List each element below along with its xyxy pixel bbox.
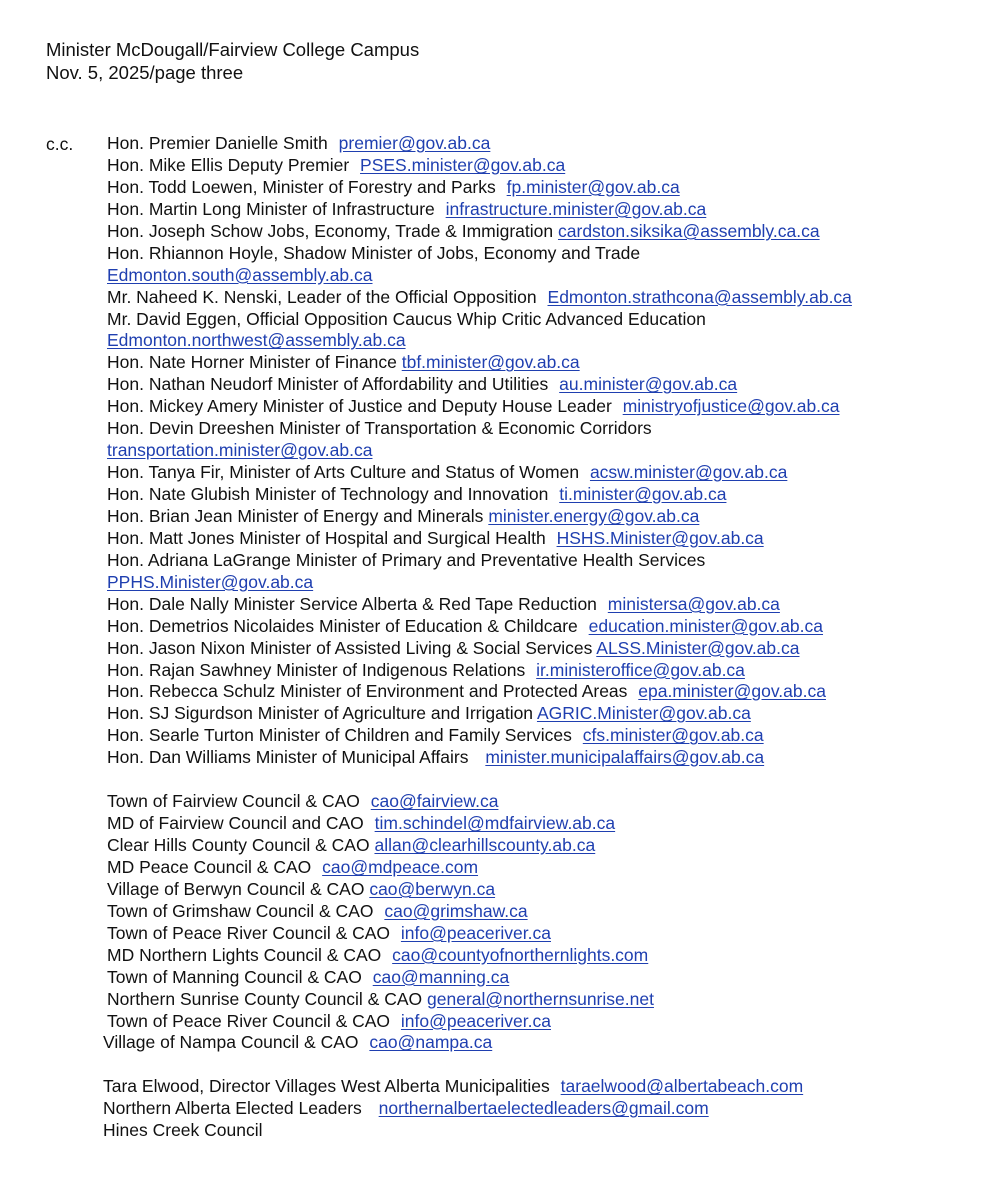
recipient-name: Hon. Rebecca Schulz Minister of Environment and Protected Areas [107, 681, 628, 702]
email-link[interactable]: minister.energy@gov.ab.ca [488, 505, 700, 526]
council-line [103, 1032, 987, 1054]
email-link[interactable]: ALSS.Minister@gov.ab.ca [596, 637, 800, 658]
recipient-name: Hon. Searle Turton Minister of Children and Family Services [107, 725, 572, 746]
email-link[interactable]: cao@nampa.ca [369, 1032, 493, 1053]
council-line [107, 1011, 987, 1033]
council-line [107, 967, 987, 989]
email-link[interactable]: info@peaceriver.ca [400, 1010, 551, 1031]
council-line [107, 835, 987, 857]
email-link[interactable]: cao@berwyn.ca [369, 878, 496, 899]
email-link[interactable]: ti.minister@gov.ab.ca [559, 484, 727, 504]
header-date-page: Nov. 5, 2025/page three [46, 62, 244, 83]
recipient-line [107, 155, 987, 177]
email-link[interactable]: cardston.siksika@assembly.ca.ca [558, 220, 820, 241]
council-name: Town of Manning Council & CAO [107, 966, 362, 987]
recipient-name: Hon. Mike Ellis Deputy Premier [107, 154, 350, 175]
email-link[interactable]: cfs.minister@gov.ab.ca [582, 725, 764, 746]
council-line [107, 989, 987, 1011]
email-link[interactable]: epa.minister@gov.ab.ca [638, 681, 826, 702]
email-link[interactable]: ir.ministeroffice@gov.ab.ca [536, 659, 745, 680]
email-link[interactable]: ministryofjustice@gov.ab.ca [622, 396, 840, 417]
council-name: Clear Hills County Council & CAO [107, 835, 370, 855]
email-link[interactable]: PPHS.Minister@gov.ab.ca [107, 571, 314, 592]
email-link[interactable]: PSES.minister@gov.ab.ca [360, 154, 566, 175]
recipient-name: Hon. Todd Loewen, Minister of Forestry and Parks [107, 176, 496, 197]
recipient-email-line [107, 265, 987, 287]
email-link[interactable]: info@peaceriver.ca [400, 922, 551, 943]
email-link[interactable]: au.minister@gov.ab.ca [559, 374, 738, 395]
email-link[interactable]: cao@fairview.ca [370, 791, 499, 812]
recipient-line [107, 660, 987, 682]
recipient-name: Hon. Matt Jones Minister of Hospital and Surgical Health [107, 527, 546, 548]
council-name: Village of Nampa Council & CAO [103, 1032, 359, 1053]
council-name: Town of Grimshaw Council & CAO [107, 900, 374, 921]
email-link[interactable]: northernalbertaelectedleaders@gmail.com [378, 1098, 709, 1119]
recipient-name: Hon. Adriana LaGrange Minister of Primary and Preventative Health Services [107, 549, 706, 570]
other-recipient-line [103, 1120, 987, 1142]
recipient-line [107, 725, 987, 747]
recipient-line [107, 484, 987, 506]
council-name: MD Northern Lights Council & CAO [107, 944, 382, 965]
recipient-name: Hon. Nate Horner Minister of Finance [107, 352, 397, 373]
recipient-name: Hon. SJ Sigurdson Minister of Agriculture and Irrigation [107, 703, 534, 724]
council-name: Northern Sunrise County Council & CAO [107, 988, 423, 1009]
email-link[interactable]: transportation.minister@gov.ab.ca [107, 440, 373, 461]
recipient-name: Hon. Brian Jean Minister of Energy and Minerals [107, 505, 484, 526]
email-link[interactable]: cao@mdpeace.com [322, 856, 479, 877]
recipient-name: Hon. Dale Nally Minister Service Alberta & Red Tape Reduction [107, 593, 597, 614]
council-line [107, 791, 987, 813]
recipient-line [107, 133, 987, 155]
email-link[interactable]: minister.municipalaffairs@gov.ab.ca [485, 747, 765, 768]
council-name: Town of Peace River Council & CAO [107, 922, 391, 943]
email-link[interactable]: premier@gov.ab.ca [338, 133, 491, 153]
section-spacer [107, 1054, 987, 1076]
recipient-line [107, 638, 987, 660]
recipient-line [107, 616, 987, 638]
recipient-email-line [107, 330, 987, 352]
council-name: Town of Fairview Council & CAO [107, 791, 360, 812]
email-link[interactable]: allan@clearhillscounty.ab.ca [374, 835, 596, 855]
recipient-name: Tara Elwood, Director Villages West Alberta Municipalities [103, 1076, 550, 1097]
email-link[interactable]: cao@manning.ca [372, 966, 510, 987]
recipient-line [107, 309, 987, 331]
recipient-name: Hon. Devin Dreeshen Minister of Transportation & Economic Corridors [107, 418, 652, 439]
council-name: Village of Berwyn Council & CAO [107, 878, 365, 899]
recipient-name: Hon. Tanya Fir, Minister of Arts Culture and Status of Women [107, 462, 580, 483]
email-link[interactable]: taraelwood@albertabeach.com [560, 1076, 804, 1097]
cc-recipient-list [103, 133, 987, 1142]
recipient-name: Mr. David Eggen, Official Opposition Caucus Whip Critic Advanced Education [107, 308, 706, 329]
recipient-name: Northern Alberta Elected Leaders [103, 1098, 362, 1119]
letter-header [46, 38, 419, 84]
recipient-line [107, 594, 987, 616]
recipient-line [107, 199, 987, 221]
recipient-name: Hon. Nate Glubish Minister of Technology and Innovation [107, 484, 549, 504]
email-link[interactable]: AGRIC.Minister@gov.ab.ca [536, 703, 751, 724]
recipient-name: Hon. Jason Nixon Minister of Assisted Living & Social Services [107, 637, 593, 658]
recipient-line [107, 287, 987, 309]
recipient-line [107, 462, 987, 484]
recipient-line [107, 681, 987, 703]
council-name: MD of Fairview Council and CAO [107, 813, 364, 834]
email-link[interactable]: infrastructure.minister@gov.ab.ca [445, 198, 707, 219]
recipient-name: Hon. Mickey Amery Minister of Justice and Deputy House Leader [107, 396, 612, 417]
council-line [107, 901, 987, 923]
email-link[interactable]: general@northernsunrise.net [427, 988, 654, 1009]
email-link[interactable]: ministersa@gov.ab.ca [607, 593, 780, 614]
recipient-line [107, 177, 987, 199]
recipient-line [107, 703, 987, 725]
email-link[interactable]: fp.minister@gov.ab.ca [506, 176, 680, 197]
section-spacer [107, 769, 987, 791]
recipient-name: Hon. Rajan Sawhney Minister of Indigenous Relations [107, 659, 526, 680]
cc-label: c.c. [46, 134, 74, 154]
email-link[interactable]: tim.schindel@mdfairview.ab.ca [374, 813, 616, 834]
other-recipient-line [103, 1098, 987, 1120]
recipient-line [107, 221, 987, 243]
header-title: Minister McDougall/Fairview College Campus [46, 39, 420, 60]
recipient-line [107, 352, 987, 374]
recipient-name: Hon. Dan Williams Minister of Municipal Affairs [107, 747, 469, 768]
email-link[interactable]: Edmonton.strathcona@assembly.ab.ca [547, 286, 852, 307]
council-name: Town of Peace River Council & CAO [107, 1010, 391, 1031]
recipient-line [107, 747, 987, 769]
council-line [107, 879, 987, 901]
recipient-name: Hon. Martin Long Minister of Infrastructure [107, 198, 435, 219]
email-link[interactable]: tbf.minister@gov.ab.ca [401, 352, 580, 373]
email-link[interactable]: cao@countyofnorthernlights.com [392, 944, 649, 965]
council-line [107, 923, 987, 945]
council-line [107, 857, 987, 879]
recipient-email-line [107, 572, 987, 594]
recipient-name: Hines Creek Council [103, 1120, 263, 1141]
recipient-email-line [107, 440, 987, 462]
recipient-line [107, 243, 987, 265]
council-line [107, 813, 987, 835]
recipient-name: Hon. Nathan Neudorf Minister of Affordability and Utilities [107, 374, 549, 395]
email-link[interactable]: HSHS.Minister@gov.ab.ca [556, 527, 764, 548]
recipient-line [107, 374, 987, 396]
recipient-name: Hon. Demetrios Nicolaides Minister of Education & Childcare [107, 615, 578, 636]
council-line [107, 945, 987, 967]
email-link[interactable]: cao@grimshaw.ca [384, 900, 528, 921]
email-link[interactable]: acsw.minister@gov.ab.ca [589, 462, 788, 483]
recipient-line [107, 506, 987, 528]
recipient-name: Mr. Naheed K. Nenski, Leader of the Official Opposition [107, 286, 537, 307]
recipient-name: Hon. Joseph Schow Jobs, Economy, Trade & Immigration [107, 220, 554, 241]
email-link[interactable]: Edmonton.northwest@assembly.ab.ca [107, 330, 406, 351]
recipient-line [107, 528, 987, 550]
recipient-name: Hon. Rhiannon Hoyle, Shadow Minister of Jobs, Economy and Trade [107, 242, 641, 263]
email-link[interactable]: Edmonton.south@assembly.ab.ca [107, 264, 373, 285]
council-name: MD Peace Council & CAO [107, 856, 312, 877]
other-recipient-line [103, 1076, 987, 1098]
recipient-line [107, 550, 987, 572]
email-link[interactable]: education.minister@gov.ab.ca [588, 615, 824, 636]
recipient-line [107, 396, 987, 418]
recipient-line [107, 418, 987, 440]
recipient-name: Hon. Premier Danielle Smith [107, 133, 328, 153]
